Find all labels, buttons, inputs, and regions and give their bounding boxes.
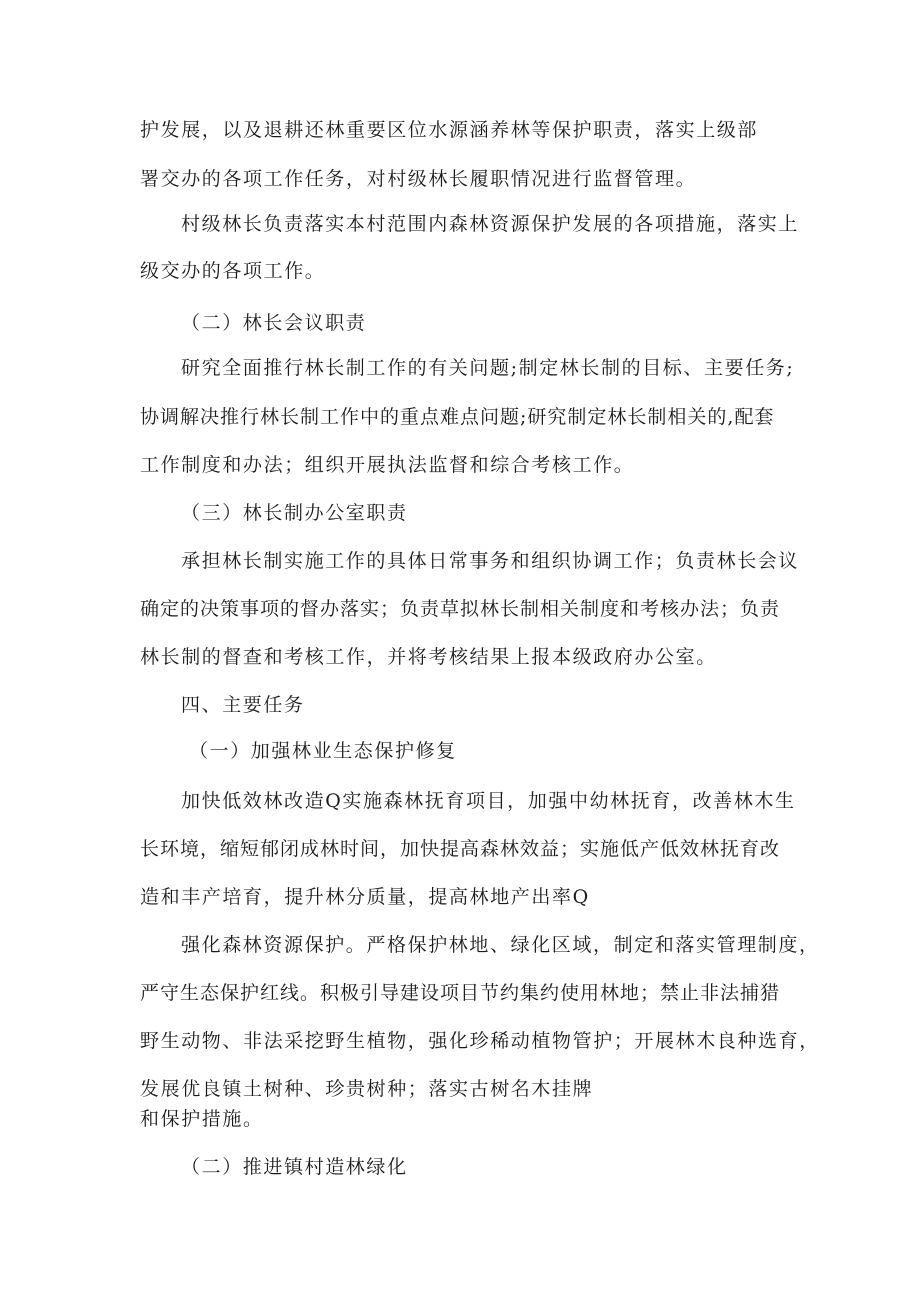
chapter-heading: 四、主要任务	[181, 694, 305, 716]
paragraph-line: 协调解决推行林长制工作中的重点难点问题;研究制定林长制相关的,配套	[140, 406, 775, 428]
paragraph-line: 造和丰产培育，提升林分质量，提高林地产出率Q	[140, 886, 590, 908]
paragraph-line: 研究全面推行林长制工作的有关问题;制定林长制的目标、主要任务;	[181, 357, 795, 379]
paragraph-line: 承担林长制实施工作的具体日常事务和组织协调工作；负责林长会议	[181, 550, 800, 572]
paragraph-line: 强化森林资源保护。严格保护林地、绿化区域，制定和落实管理制度，	[181, 934, 820, 956]
section-heading: （三）林长制办公室职责	[181, 502, 408, 524]
paragraph-line: 和保护措施。	[140, 1108, 264, 1130]
paragraph-line: 林长制的督查和考核工作，并将考核结果上报本级政府办公室。	[140, 646, 717, 668]
paragraph-line: 级交办的各项工作。	[140, 260, 326, 282]
paragraph-line: 发展优良镇土树种、珍贵树种；落实古树名木挂牌	[140, 1078, 594, 1100]
section-heading: （二）林长会议职责	[181, 312, 367, 334]
paragraph-line: 工作制度和办法；组织开展执法监督和综合考核工作。	[140, 454, 635, 476]
section-heading: （二）推进镇村造林绿化	[181, 1156, 408, 1178]
paragraph-line: 长环境，缩短郁闭成林时间，加快提高森林效益；实施低产低效林抚育改	[140, 838, 781, 860]
paragraph-line: 确定的决策事项的督办落实；负责草拟林长制相关制度和考核办法；负责	[140, 598, 781, 620]
paragraph-line: 加快低效林改造Q实施森林抚育项目，加强中幼林抚育，改善林木生	[181, 790, 796, 812]
section-heading: （一）加强林业生态保护修复	[189, 740, 457, 762]
paragraph-line: 护发展，以及退耕还林重要区位水源涵养林等保护职责，落实上级部	[140, 119, 759, 141]
paragraph-line: 严守生态保护红线。积极引导建设项目节约集约使用林地；禁止非法捕猎	[140, 982, 781, 1004]
paragraph-line: 村级林长负责落实本村范围内森林资源保护发展的各项措施，落实上	[181, 213, 800, 235]
paragraph-line: 野生动物、非法采挖野生植物，强化珍稀动植物管护；开展林木良种选育，	[140, 1030, 820, 1052]
paragraph-line: 署交办的各项工作任务，对村级林长履职情况进行监督管理。	[140, 168, 697, 190]
